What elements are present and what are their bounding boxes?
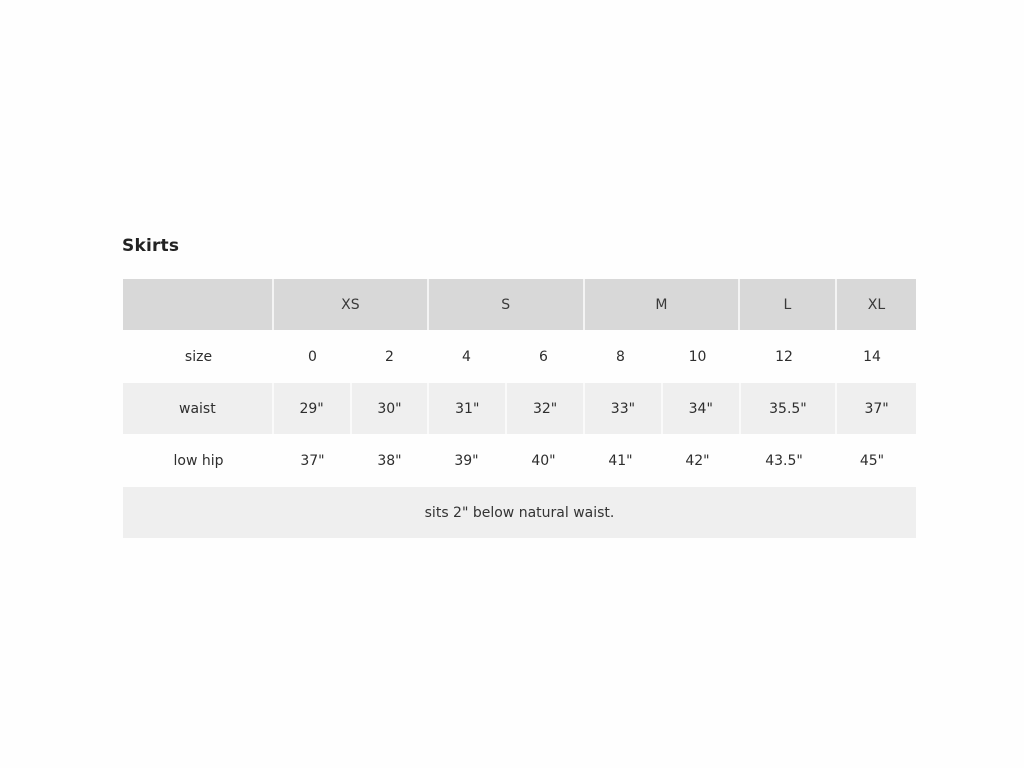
waist-cell: 31" [427, 383, 505, 434]
waist-cell: 32" [505, 383, 583, 434]
waist-cell: 37" [835, 383, 916, 434]
header-row [123, 279, 916, 330]
low-hip-cell: 38" [377, 452, 402, 469]
row-label-waist: waist [123, 383, 272, 434]
header-l: L [738, 279, 835, 330]
waist-cell: 29" [272, 383, 350, 434]
low-hip-cell: 37" [300, 452, 325, 469]
size-cell: 4 [462, 348, 471, 365]
note-row [123, 487, 916, 538]
size-cell: 14 [863, 348, 881, 365]
header-blank [123, 279, 272, 330]
waist-cell: 30" [350, 383, 428, 434]
size-cell: 12 [775, 348, 793, 365]
size-row [123, 331, 916, 382]
waist-row [123, 383, 916, 434]
chart-title: Skirts [122, 236, 180, 256]
size-cell: 2 [385, 348, 394, 365]
low-hip-cell: 40" [531, 452, 556, 469]
row-label-low-hip: low hip [173, 452, 224, 469]
low-hip-cell: 45" [859, 452, 885, 469]
low-hip-row [123, 435, 916, 486]
low-hip-cell: 39" [454, 452, 479, 469]
fit-note: sits 2" below natural waist. [123, 487, 916, 538]
waist-cell: 33" [583, 383, 661, 434]
size-chart-table [123, 279, 916, 538]
size-cell: 6 [539, 348, 548, 365]
size-cell: 8 [616, 348, 625, 365]
size-cell: 0 [308, 348, 317, 365]
header-m: M [583, 279, 738, 330]
low-hip-cell: 41" [608, 452, 633, 469]
header-xs: XS [272, 279, 426, 330]
low-hip-cell: 43.5" [765, 452, 803, 469]
header-s: S [427, 279, 583, 330]
low-hip-cell: 42" [685, 452, 710, 469]
waist-cell: 34" [661, 383, 739, 434]
waist-cell: 35.5" [739, 383, 836, 434]
header-xl: XL [835, 279, 916, 330]
row-label-size: size [184, 348, 213, 365]
size-cell: 10 [688, 348, 707, 365]
